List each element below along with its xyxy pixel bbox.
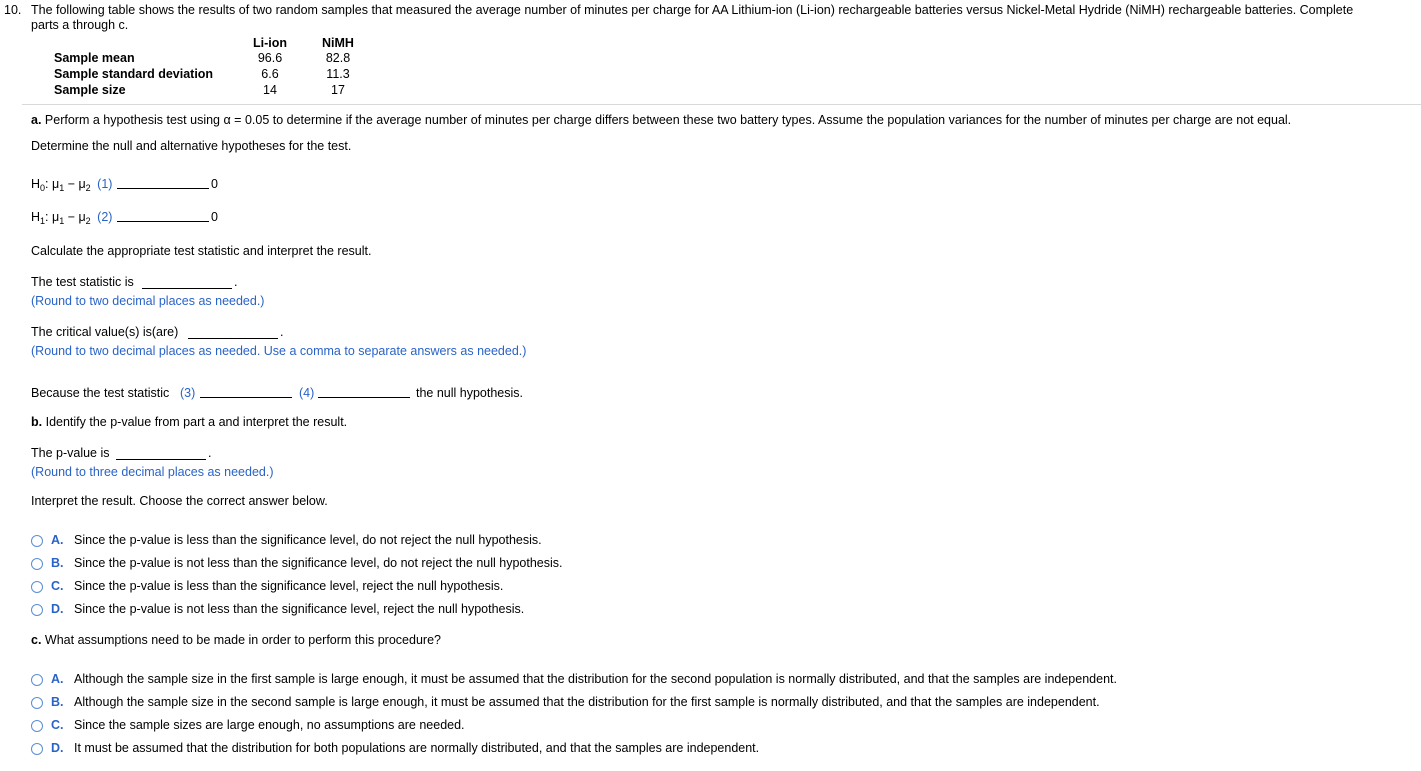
divider xyxy=(22,104,1421,105)
question-intro-line2: parts a through c. xyxy=(31,18,129,32)
calc-instruction: Calculate the appropriate test statistic and interpret the result. xyxy=(31,244,372,258)
table-cell: 14 xyxy=(263,83,277,97)
decision-dropdown[interactable] xyxy=(318,397,410,398)
critical-label: The critical value(s) is(are) xyxy=(31,325,179,339)
hypotheses-instruction: Determine the null and alternative hypotheses for the test. xyxy=(31,139,352,153)
option-letter: A. xyxy=(51,672,64,686)
radio-c-a[interactable] xyxy=(31,674,43,686)
test-stat-label: The test statistic is xyxy=(31,275,134,289)
blank4-number: (4) xyxy=(299,386,315,400)
radio-b-c[interactable] xyxy=(31,581,43,593)
option-letter: B. xyxy=(51,556,64,570)
period: . xyxy=(234,275,238,289)
part-b-prompt: b. Identify the p-value from part a and interpret the result. xyxy=(31,415,348,429)
option-text[interactable]: It must be assumed that the distribution for both populations are normally distributed, and that the samples are independent. xyxy=(74,741,760,755)
pvalue-hint: (Round to three decimal places as needed.) xyxy=(31,465,274,479)
option-text[interactable]: Although the sample size in the second sample is large enough, it must be assumed that the distribution for the first sample is normally distributed, and that the samples are independent. xyxy=(74,695,1100,709)
radio-b-a[interactable] xyxy=(31,535,43,547)
radio-c-d[interactable] xyxy=(31,743,43,755)
h1-statement: $H_1$: $\mu_1 - \mu_2$ (2) xyxy=(31,210,113,226)
question-intro-line1: The following table shows the results of two random samples that measured the average number of minutes per charge for AA Lithium-ion (Li-ion) rechargeable batteries versus Nickel-Metal Hydride (NiMH) rechargeable batteries. Complete xyxy=(31,3,1354,17)
option-letter: B. xyxy=(51,695,64,709)
table-row-label: Sample size xyxy=(54,83,126,97)
period: . xyxy=(208,446,212,460)
h1-blank-number: (2) xyxy=(97,210,113,224)
option-text[interactable]: Since the p-value is not less than the significance level, reject the null hypothesis. xyxy=(74,602,525,616)
test-stat-hint: (Round to two decimal places as needed.) xyxy=(31,294,265,308)
h0-zero: 0 xyxy=(211,177,218,191)
h1-zero: 0 xyxy=(211,210,218,224)
table-header-nimh: NiMH xyxy=(322,36,354,50)
radio-b-d[interactable] xyxy=(31,604,43,616)
table-cell: 6.6 xyxy=(261,67,279,81)
comparison-dropdown[interactable] xyxy=(200,397,292,398)
option-text[interactable]: Since the p-value is less than the significance level, do not reject the null hypothesis. xyxy=(74,533,542,547)
option-letter: C. xyxy=(51,718,64,732)
radio-b-b[interactable] xyxy=(31,558,43,570)
null-tail: the null hypothesis. xyxy=(416,386,524,400)
critical-input[interactable] xyxy=(188,338,278,339)
critical-hint: (Round to two decimal places as needed. Use a comma to separate answers as needed.) xyxy=(31,344,527,358)
option-letter: D. xyxy=(51,602,64,616)
table-cell: 96.6 xyxy=(257,51,283,65)
interpret-instruction: Interpret the result. Choose the correct answer below. xyxy=(31,494,328,508)
period: . xyxy=(280,325,284,339)
option-text[interactable]: Although the sample size in the first sample is large enough, it must be assumed that the distribution for the second population is normally distributed, and that the samples are independent. xyxy=(74,672,1117,686)
h0-statement: $H_0$: $\mu_1 - \mu_2$ (1) xyxy=(31,177,113,193)
h1-operator-dropdown[interactable] xyxy=(117,221,209,222)
part-a-prompt: a. Perform a hypothesis test using α = 0.05 to determine if the average number of minutes per charge differs between these two battery types. Assume the population variances for the number of minutes per charge are not equal. xyxy=(31,113,1292,127)
option-letter: C. xyxy=(51,579,64,593)
option-text[interactable]: Since the p-value is not less than the significance level, do not reject the null hypothesis. xyxy=(74,556,563,570)
table-cell: 11.3 xyxy=(326,67,350,81)
question-number: 10. xyxy=(4,3,22,17)
radio-c-b[interactable] xyxy=(31,697,43,709)
h0-operator-dropdown[interactable] xyxy=(117,188,209,189)
part-b-text: Identify the p-value from part a and interpret the result. xyxy=(45,415,348,429)
option-text[interactable]: Since the sample sizes are large enough, no assumptions are needed. xyxy=(74,718,465,732)
part-c-text: What assumptions need to be made in order to perform this procedure? xyxy=(44,633,441,647)
option-letter: A. xyxy=(51,533,64,547)
table-cell: 82.8 xyxy=(325,51,351,65)
h0-blank-number: (1) xyxy=(97,177,113,191)
table-cell: 17 xyxy=(331,83,345,97)
because-label: Because the test statistic xyxy=(31,386,170,400)
test-stat-input[interactable] xyxy=(142,288,232,289)
radio-c-c[interactable] xyxy=(31,720,43,732)
option-letter: D. xyxy=(51,741,64,755)
pvalue-label: The p-value is xyxy=(31,446,110,460)
table-row-label: Sample standard deviation xyxy=(54,67,214,81)
table-header-liion: Li-ion xyxy=(252,36,287,50)
table-row-label: Sample mean xyxy=(54,51,135,65)
blank3-number: (3) xyxy=(180,386,196,400)
pvalue-input[interactable] xyxy=(116,459,206,460)
option-text[interactable]: Since the p-value is less than the significance level, reject the null hypothesis. xyxy=(74,579,504,593)
part-c-prompt: c. What assumptions need to be made in order to perform this procedure? xyxy=(31,633,441,647)
